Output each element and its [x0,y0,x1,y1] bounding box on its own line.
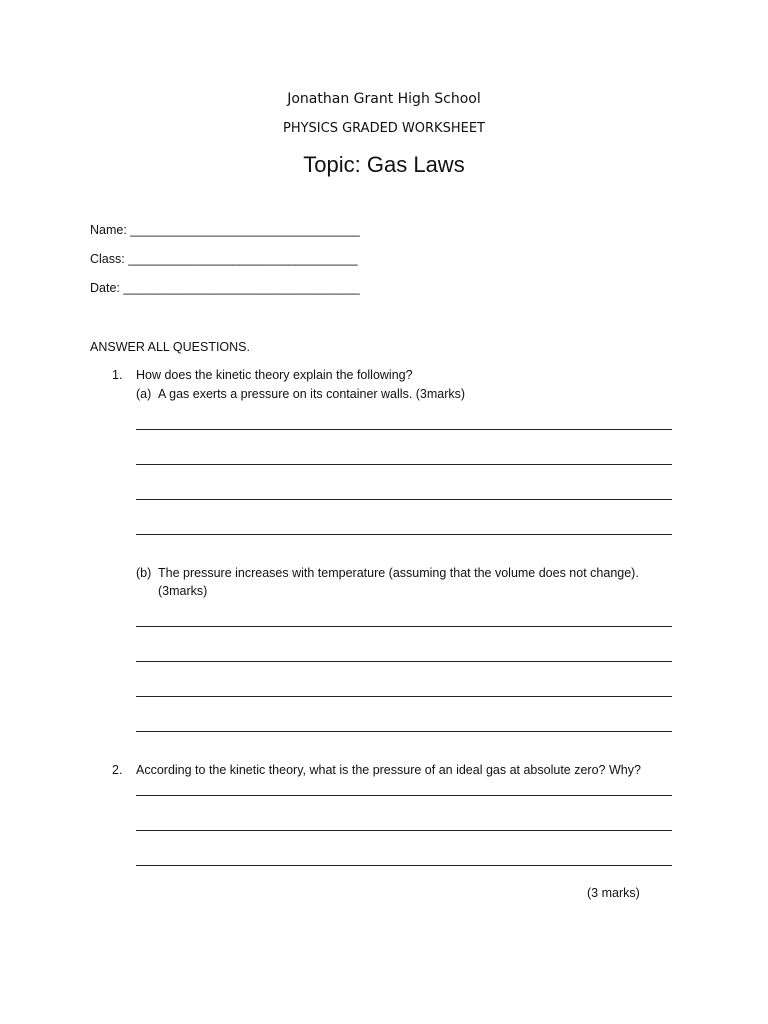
question-2-text: According to the kinetic theory, what is the pressure of an ideal gas at absolute zero? Why? [136,763,641,777]
question-1a-text: A gas exerts a pressure on its container walls. (3marks) [158,387,466,401]
instruction: ANSWER ALL QUESTIONS. [90,340,250,354]
answer-line[interactable] [136,865,672,866]
question-1b-label: (b) [136,566,152,580]
school-name: Jonathan Grant High School [287,91,481,107]
question-2-number: 2. [112,763,123,777]
date-field[interactable]: Date: __________________________________ [90,281,360,295]
worksheet-title: PHYSICS GRADED WORKSHEET [283,121,485,136]
question-1-number: 1. [112,368,123,382]
answer-line[interactable] [136,534,672,535]
answer-line[interactable] [136,696,672,697]
question-1-text: How does the kinetic theory explain the following? [136,368,413,382]
question-1b-text: The pressure increases with temperature (assuming that the volume does not change). [158,566,639,580]
answer-line[interactable] [136,464,672,465]
question-2-marks: (3 marks) [587,886,640,900]
answer-line[interactable] [136,731,672,732]
answer-line[interactable] [136,626,672,627]
answer-line[interactable] [136,795,672,796]
name-field[interactable]: Name: _________________________________ [90,223,360,237]
answer-line[interactable] [136,429,672,430]
question-1a-label: (a) [136,387,152,401]
question-1b-marks: (3marks) [158,584,208,598]
answer-line[interactable] [136,499,672,500]
answer-line[interactable] [136,661,672,662]
page-title: Topic: Gas Laws [303,152,465,177]
answer-line[interactable] [136,830,672,831]
class-field[interactable]: Class: _________________________________ [90,252,358,266]
